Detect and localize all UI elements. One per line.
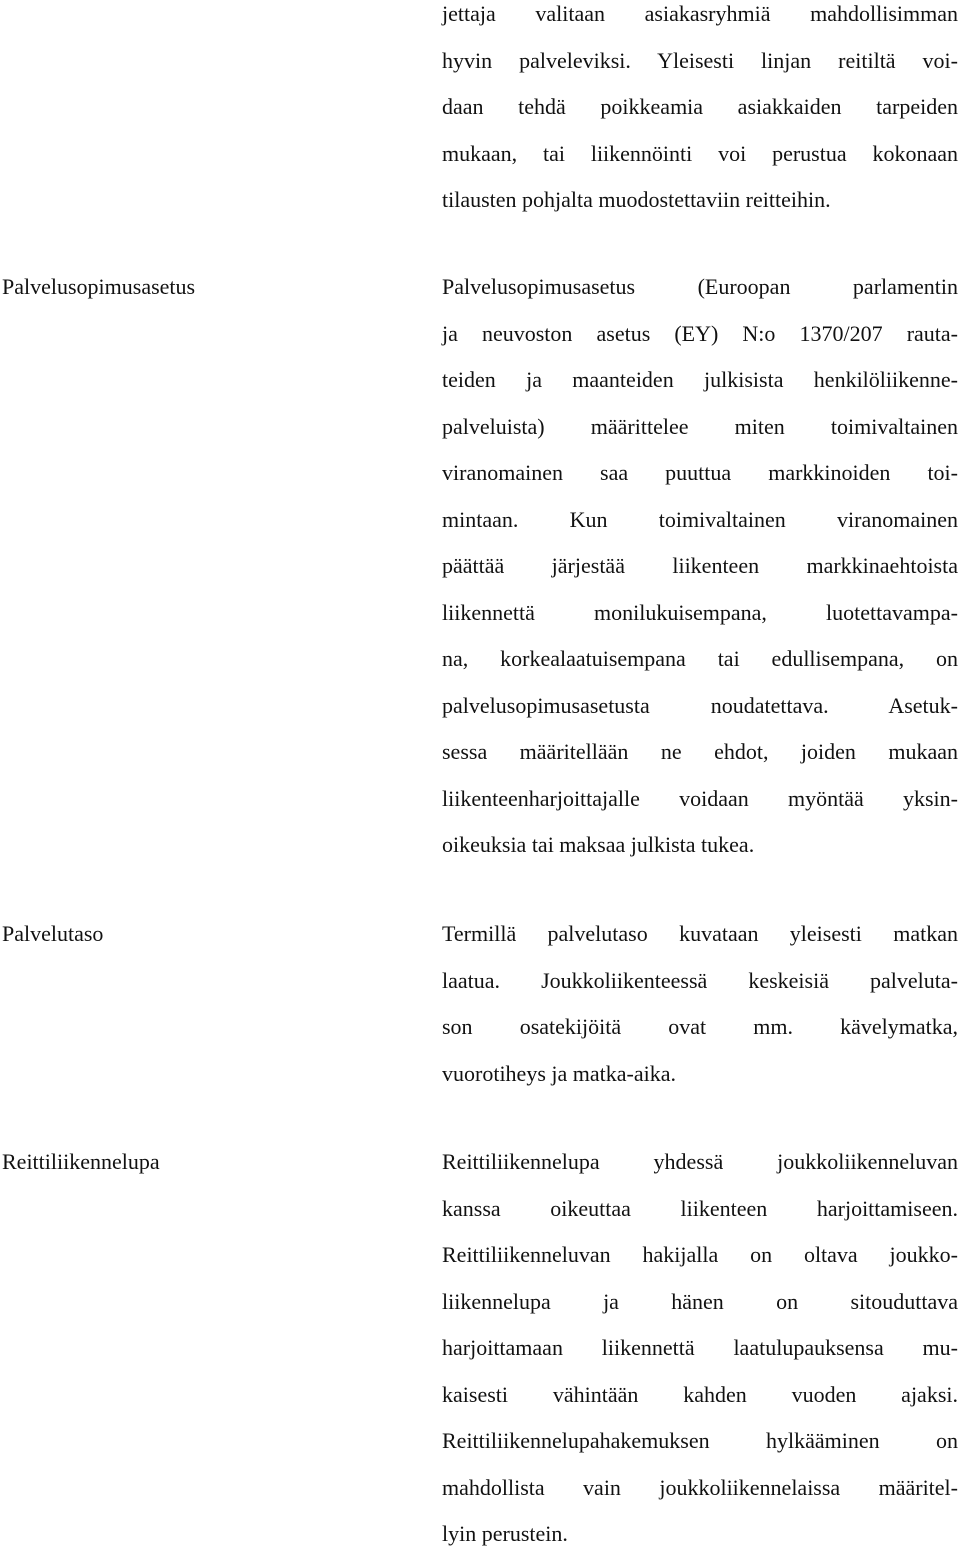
text-line: Reittiliikennelupahakemuksen hylkääminen on	[442, 1428, 958, 1453]
text-line: harjoittamaan liikennettä laatulupauksensa mu-	[442, 1335, 958, 1360]
text-line: Reittiliikenneluvan hakijalla on oltava joukko-	[442, 1242, 958, 1267]
glossary-definition	[442, 911, 958, 1097]
glossary-definition	[442, 1139, 958, 1558]
text-line: tilausten pohjalta muodostettaviin reitteihin.	[442, 187, 831, 212]
continuation-text	[442, 0, 958, 224]
text-line: ja neuvoston asetus (EY) N:o 1370/207 rauta-	[442, 320, 958, 346]
text-line: hyvin palveleviksi. Yleisesti linjan reitiltä voi-	[442, 47, 958, 73]
text-line: vuorotiheys ja matka-aika.	[442, 1060, 676, 1086]
text-line: liikenteenharjoittajalle voidaan myöntää yksin-	[442, 785, 958, 811]
text-line: daan tehdä poikkeamia asiakkaiden tarpeiden	[442, 94, 958, 119]
glossary-term: Reittiliikennelupa	[2, 1149, 160, 1174]
text-line: Palvelusopimusasetus (Euroopan parlamentin	[442, 274, 958, 299]
text-line: liikennettä monilukuisempana, luotettavampa-	[442, 599, 958, 625]
text-line: Termillä palvelutaso kuvataan yleisesti matkan	[442, 921, 958, 946]
text-line: mahdollista vain joukkoliikennelaissa määritel-	[442, 1474, 958, 1500]
text-line: jettaja valitaan asiakasryhmiä mahdollisimman	[442, 1, 958, 26]
text-line: palveluista) määrittelee miten toimivaltainen	[442, 413, 958, 439]
text-line: oikeuksia tai maksaa julkista tukea.	[442, 832, 755, 857]
text-line: son osatekijöitä ovat mm. kävelymatka,	[442, 1014, 958, 1039]
text-line: viranomainen saa puuttua markkinoiden toi-	[442, 460, 958, 485]
text-line: kaisesti vähintään kahden vuoden ajaksi.	[442, 1381, 958, 1407]
text-line: kanssa oikeuttaa liikenteen harjoittamiseen.	[442, 1195, 958, 1221]
glossary-term: Palvelusopimusasetus	[2, 274, 196, 299]
text-line: lyin perustein.	[442, 1521, 568, 1546]
text-line: mukaan, tai liikennöinti voi perustua kokonaan	[442, 140, 958, 166]
glossary-definition	[442, 264, 958, 869]
text-line: na, korkealaatuisempana tai edullisempana, on	[442, 646, 958, 671]
text-line: päättää järjestää liikenteen markkinaehtoista	[442, 553, 958, 578]
text-line: mintaan. Kun toimivaltainen viranomainen	[442, 506, 958, 532]
text-line: laatua. Joukkoliikenteessä keskeisiä palveluta-	[442, 967, 958, 993]
text-line: palvelusopimusasetusta noudatettava. Asetuk-	[442, 692, 958, 718]
glossary-term: Palvelutaso	[2, 921, 104, 946]
text-line: teiden ja maanteiden julkisista henkilöliikenne-	[442, 367, 958, 392]
text-line: sessa määritellään ne ehdot, joiden mukaan	[442, 739, 958, 764]
text-line: Reittiliikennelupa yhdessä joukkoliikenneluvan	[442, 1149, 958, 1174]
text-line: liikennelupa ja hänen on sitouduttava	[442, 1288, 958, 1314]
